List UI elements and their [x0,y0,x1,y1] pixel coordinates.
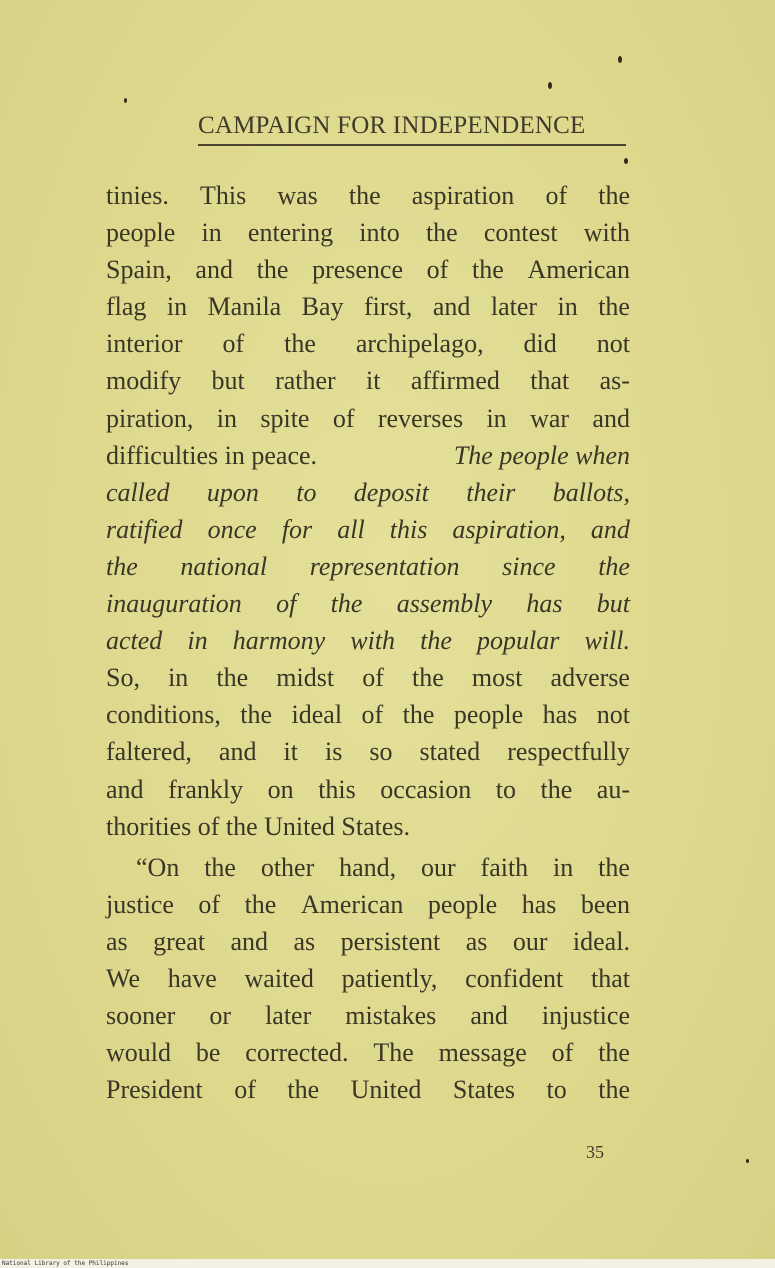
text-line: and frankly on this occasion to the au- [106,774,630,804]
italic-line: inauguration of the assembly has but [106,589,630,619]
text-line: thorities of the United States. [106,811,411,841]
text-line: Spain, and the presence of the American [106,255,630,285]
text-line: conditions, the ideal of the people has not [106,700,630,730]
text-line: President of the United States to the [106,1075,630,1105]
paragraph-start-line: “On the other hand, our faith in the [136,852,630,882]
page-number: 35 [586,1142,604,1162]
text-line: justice of the American people has been [106,889,630,919]
text-line: tinies. This was the aspiration of the [106,181,630,210]
text-line: people in entering into the contest with [106,218,630,248]
text-line: piration, in spite of reverses in war and [106,403,630,433]
italic-span: The people when [453,440,630,470]
text-line: interior of the archipelago, did not [106,329,630,359]
text-line: flag in Manila Bay first, and later in the [106,292,630,322]
ink-speck [746,1159,749,1163]
text-span: difficulties in peace. [106,440,318,470]
text-line: We have waited patiently, confident that [106,963,630,993]
running-header: CAMPAIGN FOR INDEPENDENCE [198,112,586,139]
text-line: as great and as persistent as our ideal. [106,926,630,956]
text-line: So, in the midst of the most adverse [106,663,630,693]
italic-line: acted in harmony with the popular will. [106,626,630,656]
text-line: sooner or later mistakes and injustice [106,1001,630,1031]
ink-speck [548,82,552,89]
italic-line: the national representation since the [106,551,630,581]
ink-speck [124,98,127,103]
text-line: would be corrected. The message of the [106,1038,630,1068]
footer-credit: National Library of the Philippines [0,1259,775,1268]
ink-speck [618,56,622,63]
italic-line: called upon to deposit their ballots, [106,477,630,507]
ink-speck [624,158,628,164]
text-line-mixed [106,437,630,474]
text-line: faltered, and it is so stated respectfully [106,737,630,767]
header-rule [198,144,626,146]
body-text [106,177,630,1108]
text-line: modify but rather it affirmed that as- [106,366,630,396]
italic-line: ratified once for all this aspiration, and [106,514,630,544]
